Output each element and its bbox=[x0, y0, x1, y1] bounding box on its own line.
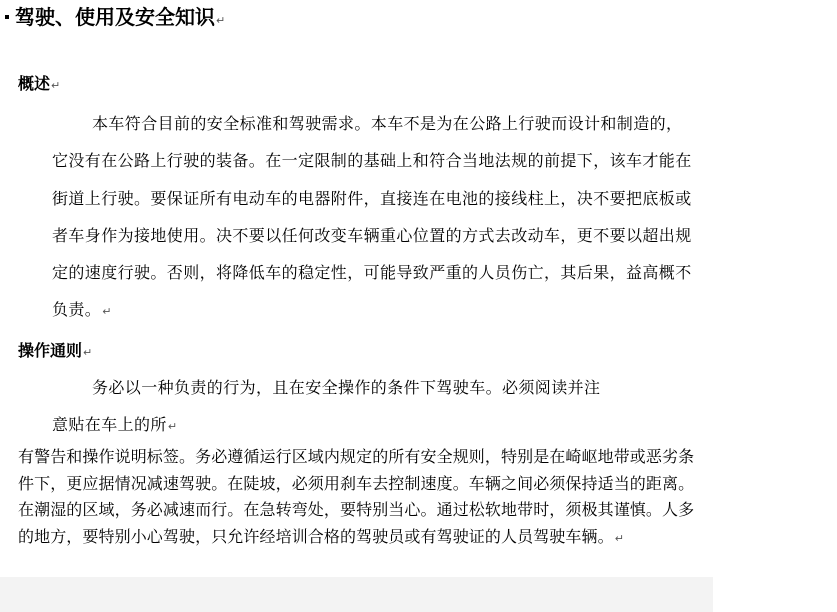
paragraph-mark-icon: ↵ bbox=[167, 420, 178, 433]
paragraph-mark-icon: ↵ bbox=[102, 305, 112, 319]
document-title-text: 驾驶、使用及安全知识 bbox=[15, 5, 215, 29]
document-title bbox=[5, 2, 225, 32]
general-rules-continuation-text: 有警告和操作说明标签。务必遵循运行区域内规定的所有安全规则，特别是在崎岖地带或恶劣条件下，更应据情况减速驾驶。在陡坡，必须用刹车去控制速度。车辆之间必须保持适当的距离。在潮湿的区域，务必减速而行。在急转弯处，要特别当心。通过松软地带时，须极其谨慎。人多的地方，要特别小心驾驶，只允许经培训合格的驾驶员或有驾驶证的人员驾驶车辆。 bbox=[18, 447, 695, 546]
paragraph-mark-icon: ↵ bbox=[216, 14, 226, 27]
paragraph-mark-icon: ↵ bbox=[51, 79, 61, 92]
section-heading-general-rules bbox=[18, 339, 92, 365]
overview-paragraph-text: 本车符合目前的安全标准和驾驶需求。本车不是为在公路上行驶而设计和制造的，它没有在公路上行驶的装备。在一定限制的基础上和符合当地法规的前提下，该车才能在街道上行驶。要保证所有电动车的电器附件，直接连在电池的接线柱上，决不要把底板或者车身作为接地使用。决不要以任何改变车辆重心位置的方式去改动车，更不要以超出规定的速度行驶。否则，将降低车的稳定性，可能导致严重的人员伤亡，其后果，益高概不负责。 bbox=[52, 114, 692, 320]
general-rules-paragraph-tail-text: 意贴在车上的所 bbox=[52, 415, 167, 434]
general-rules-paragraph-text: 务必以一种负责的行为，且在安全操作的条件下驾驶车。必须阅读并注 bbox=[92, 378, 601, 397]
page-bottom-band bbox=[0, 577, 713, 612]
paragraph-mark-icon: ↵ bbox=[83, 346, 93, 359]
general-rules-continuation bbox=[18, 444, 698, 552]
section-heading-overview-text: 概述 bbox=[18, 74, 51, 93]
general-rules-paragraph-tail bbox=[52, 413, 177, 439]
section-heading-overview bbox=[18, 72, 60, 98]
general-rules-paragraph bbox=[52, 369, 697, 406]
section-heading-general-rules-text: 操作通则 bbox=[18, 341, 83, 360]
bullet-marker bbox=[5, 15, 9, 19]
paragraph-mark-icon: ↵ bbox=[614, 531, 625, 545]
overview-paragraph bbox=[52, 105, 697, 331]
